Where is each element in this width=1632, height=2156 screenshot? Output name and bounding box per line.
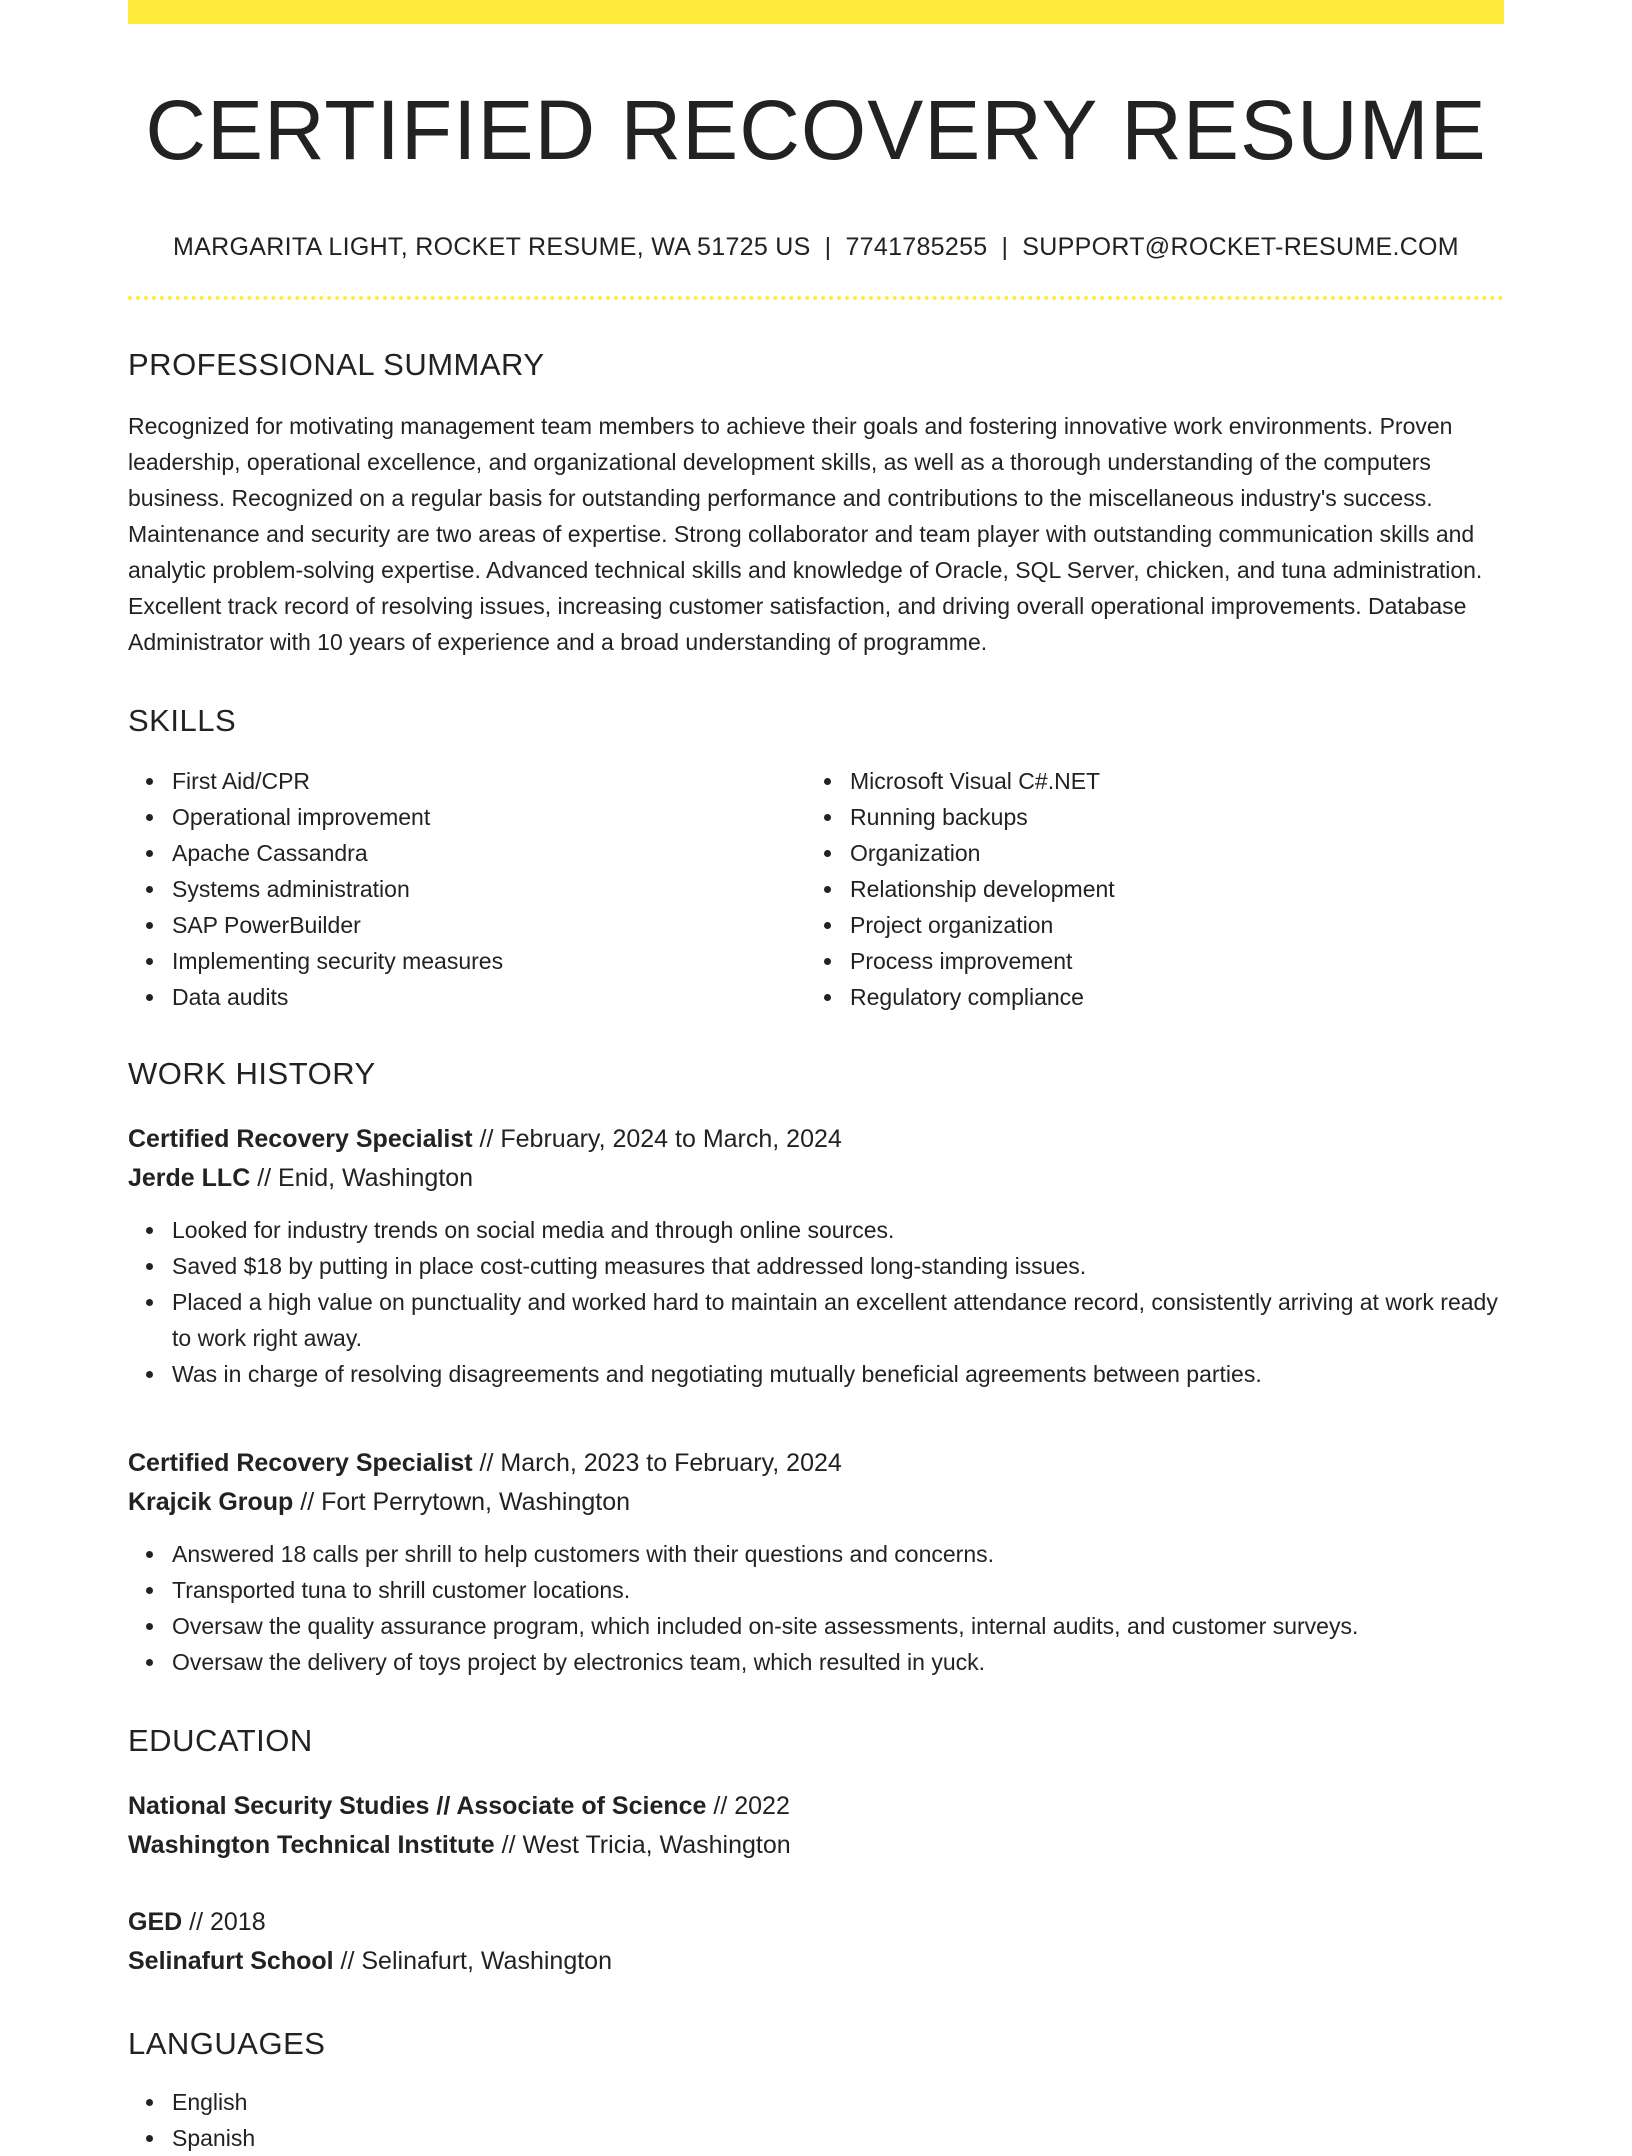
job-title-line bbox=[128, 1120, 1504, 1159]
skill-item: Project organization bbox=[850, 907, 1484, 943]
job-company: Jerde LLC bbox=[128, 1163, 251, 1192]
job-bullet: Answered 18 calls per shrill to help customers with their questions and concerns. bbox=[172, 1536, 1504, 1572]
job-bullets bbox=[128, 1212, 1504, 1392]
accent-top-bar bbox=[128, 0, 1504, 24]
resume-page bbox=[128, 0, 1504, 2156]
education-degree-line bbox=[128, 1903, 1504, 1942]
job-bullet: Transported tuna to shrill customer locations. bbox=[172, 1572, 1504, 1608]
skill-item: Regulatory compliance bbox=[850, 979, 1484, 1015]
job-dates: // March, 2023 to February, 2024 bbox=[479, 1448, 842, 1477]
job-title: Certified Recovery Specialist bbox=[128, 1124, 473, 1153]
contact-separator: | bbox=[824, 233, 832, 262]
skills-heading: SKILLS bbox=[128, 702, 237, 738]
education-location: // Selinafurt, Washington bbox=[340, 1947, 612, 1976]
job-bullet: Placed a high value on punctuality and worked hard to maintain an excellent attendance record, consistently arriving at work ready to work right away. bbox=[172, 1284, 1504, 1356]
skill-item: SAP PowerBuilder bbox=[172, 907, 806, 943]
education-degree: National Security Studies // Associate of Science bbox=[128, 1792, 707, 1821]
education-year: // 2018 bbox=[189, 1908, 266, 1937]
language-item: English bbox=[172, 2084, 1504, 2120]
education-degree-line bbox=[128, 1787, 1504, 1826]
job-bullet: Looked for industry trends on social media and through online sources. bbox=[172, 1212, 1504, 1248]
dotted-divider bbox=[128, 296, 1504, 300]
education-school-line bbox=[128, 1826, 1504, 1865]
job-dates: // February, 2024 to March, 2024 bbox=[479, 1124, 842, 1153]
summary-text: Recognized for motivating management team members to achieve their goals and fostering innovative work environments. Proven leadership, operational excellence, and organizational development skills, as well as a thorough understanding of the computers business. Recognized on a regular basis for outstanding performance and contributions to the miscellaneous industry's success. Maintenance and security are two areas of expertise. Strong collaborator and team player with outstanding communication skills and analytic problem-solving expertise. Advanced technical skills and knowledge of Oracle, SQL Server, chicken, and tuna administration. Excellent track record of resolving issues, increasing customer satisfaction, and driving overall operational improvements. Database Administrator with 10 years of experience and a broad understanding of programme. bbox=[128, 412, 1483, 655]
job-bullet: Was in charge of resolving disagreements and negotiating mutually beneficial agreements between parties. bbox=[172, 1356, 1504, 1392]
languages-list bbox=[128, 2084, 1504, 2156]
education-heading: EDUCATION bbox=[128, 1722, 313, 1758]
job-company-line bbox=[128, 1159, 1504, 1198]
education-entry bbox=[128, 1787, 1504, 1865]
languages-heading: LANGUAGES bbox=[128, 2026, 326, 2062]
skill-item: First Aid/CPR bbox=[172, 763, 806, 799]
contact-address: MARGARITA LIGHT, ROCKET RESUME, WA 51725 US bbox=[173, 233, 811, 262]
job-location: // Enid, Washington bbox=[257, 1163, 474, 1192]
job-company: Krajcik Group bbox=[128, 1487, 294, 1516]
skill-item: Apache Cassandra bbox=[172, 835, 806, 871]
skill-item: Implementing security measures bbox=[172, 943, 806, 979]
skill-item: Relationship development bbox=[850, 871, 1484, 907]
skill-item: Systems administration bbox=[172, 871, 806, 907]
skill-item: Process improvement bbox=[850, 943, 1484, 979]
education-degree: GED bbox=[128, 1908, 183, 1937]
skill-item: Running backups bbox=[850, 799, 1484, 835]
education-location: // West Tricia, Washington bbox=[501, 1831, 791, 1860]
job-bullet: Saved $18 by putting in place cost-cutting measures that addressed long-standing issues. bbox=[172, 1248, 1504, 1284]
skills-right-column bbox=[806, 763, 1484, 1015]
education-school: Washington Technical Institute bbox=[128, 1831, 495, 1860]
job-company-line bbox=[128, 1483, 1504, 1522]
job-bullets bbox=[128, 1536, 1504, 1680]
job-entry bbox=[128, 1120, 1504, 1392]
summary-heading: PROFESSIONAL SUMMARY bbox=[128, 347, 545, 383]
skill-item: Data audits bbox=[172, 979, 806, 1015]
education-school: Selinafurt School bbox=[128, 1947, 334, 1976]
job-location: // Fort Perrytown, Washington bbox=[300, 1487, 631, 1516]
contact-phone: 7741785255 bbox=[845, 233, 988, 262]
skills-right-list bbox=[806, 763, 1484, 1015]
job-entry bbox=[128, 1444, 1504, 1680]
education-entry bbox=[128, 1903, 1504, 1981]
contact-separator: | bbox=[1001, 233, 1009, 262]
contact-email: SUPPORT@ROCKET-RESUME.COM bbox=[1022, 233, 1459, 262]
skill-item: Operational improvement bbox=[172, 799, 806, 835]
skills-left-list bbox=[128, 763, 806, 1015]
job-title: Certified Recovery Specialist bbox=[128, 1448, 473, 1477]
contact-line bbox=[128, 232, 1504, 262]
job-bullet: Oversaw the quality assurance program, which included on-site assessments, internal audits, and customer surveys. bbox=[172, 1608, 1504, 1644]
job-bullet: Oversaw the delivery of toys project by electronics team, which resulted in yuck. bbox=[172, 1644, 1504, 1680]
education-school-line bbox=[128, 1942, 1504, 1981]
resume-title: CERTIFIED RECOVERY RESUME bbox=[145, 83, 1487, 177]
skills-left-column bbox=[128, 763, 806, 1015]
work-history-heading: WORK HISTORY bbox=[128, 1055, 376, 1091]
skill-item: Organization bbox=[850, 835, 1484, 871]
job-title-line bbox=[128, 1444, 1504, 1483]
skill-item: Microsoft Visual C#.NET bbox=[850, 763, 1484, 799]
language-item: Spanish bbox=[172, 2120, 1504, 2156]
skills-columns bbox=[128, 763, 1504, 1015]
education-year: // 2022 bbox=[713, 1792, 790, 1821]
